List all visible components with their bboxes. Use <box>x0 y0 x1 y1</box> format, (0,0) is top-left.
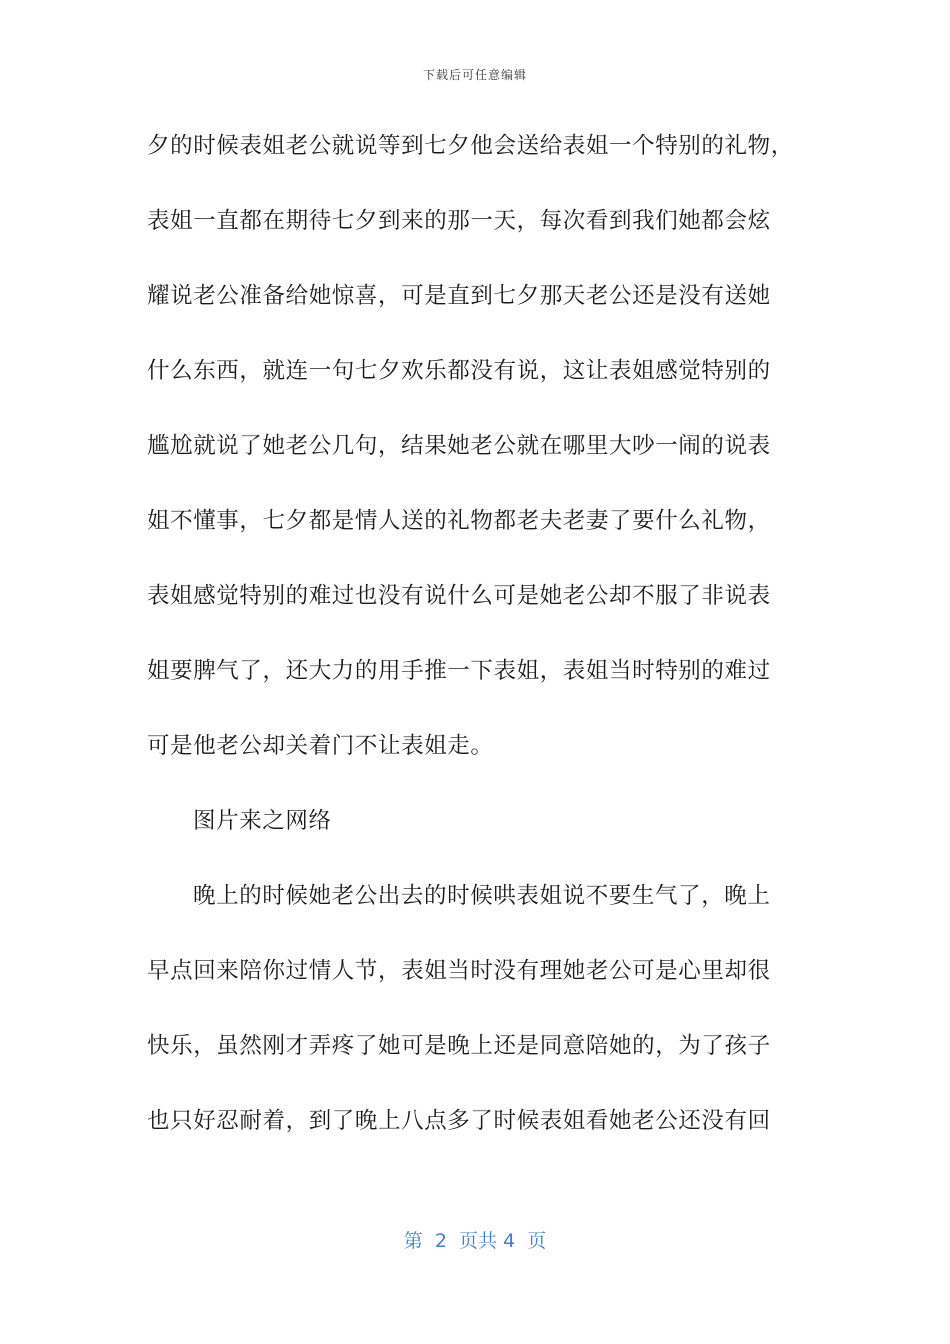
text-line: 晚上的时候她老公出去的时候哄表姐说不要生气了，晚上 <box>193 883 771 909</box>
text-line: 姐不懂事，七夕都是情人送的礼物都老夫老妻了要什么礼物， <box>147 508 771 534</box>
text-line: 表姐一直都在期待七夕到来的那一天，每次看到我们她都会炫 <box>147 208 771 234</box>
text-line: 什么东西，就连一句七夕欢乐都没有说，这让表姐感觉特别的 <box>147 358 771 384</box>
text-line: 姐要脾气了，还大力的用手推一下表姐，表姐当时特别的难过 <box>147 658 771 684</box>
text-line: 耀说老公准备给她惊喜，可是直到七夕那天老公还是没有送她 <box>147 283 771 309</box>
page-number: 第 2 页共 4 页 <box>403 1230 547 1252</box>
text-line: 早点回来陪你过情人节，表姐当时没有理她老公可是心里却很 <box>147 958 771 984</box>
text-line: 尴尬就说了她老公几句，结果她老公就在哪里大吵一闹的说表 <box>147 433 771 459</box>
image-caption: 图片来之网络 <box>193 808 332 834</box>
text-line: 快乐，虽然刚才弄疼了她可是晚上还是同意陪她的，为了孩子 <box>147 1033 771 1059</box>
header-note: 下载后可任意编辑 <box>422 68 527 82</box>
text-line: 可是他老公却关着门不让表姐走。 <box>147 733 494 759</box>
text-line: 也只好忍耐着，到了晚上八点多了时候表姐看她老公还没有回 <box>147 1108 771 1134</box>
text-line: 表姐感觉特别的难过也没有说什么可是她老公却不服了非说表 <box>147 583 771 609</box>
text-line: 夕的时候表姐老公就说等到七夕他会送给表姐一个特别的礼物， <box>147 133 794 159</box>
document-body <box>147 121 807 1171</box>
